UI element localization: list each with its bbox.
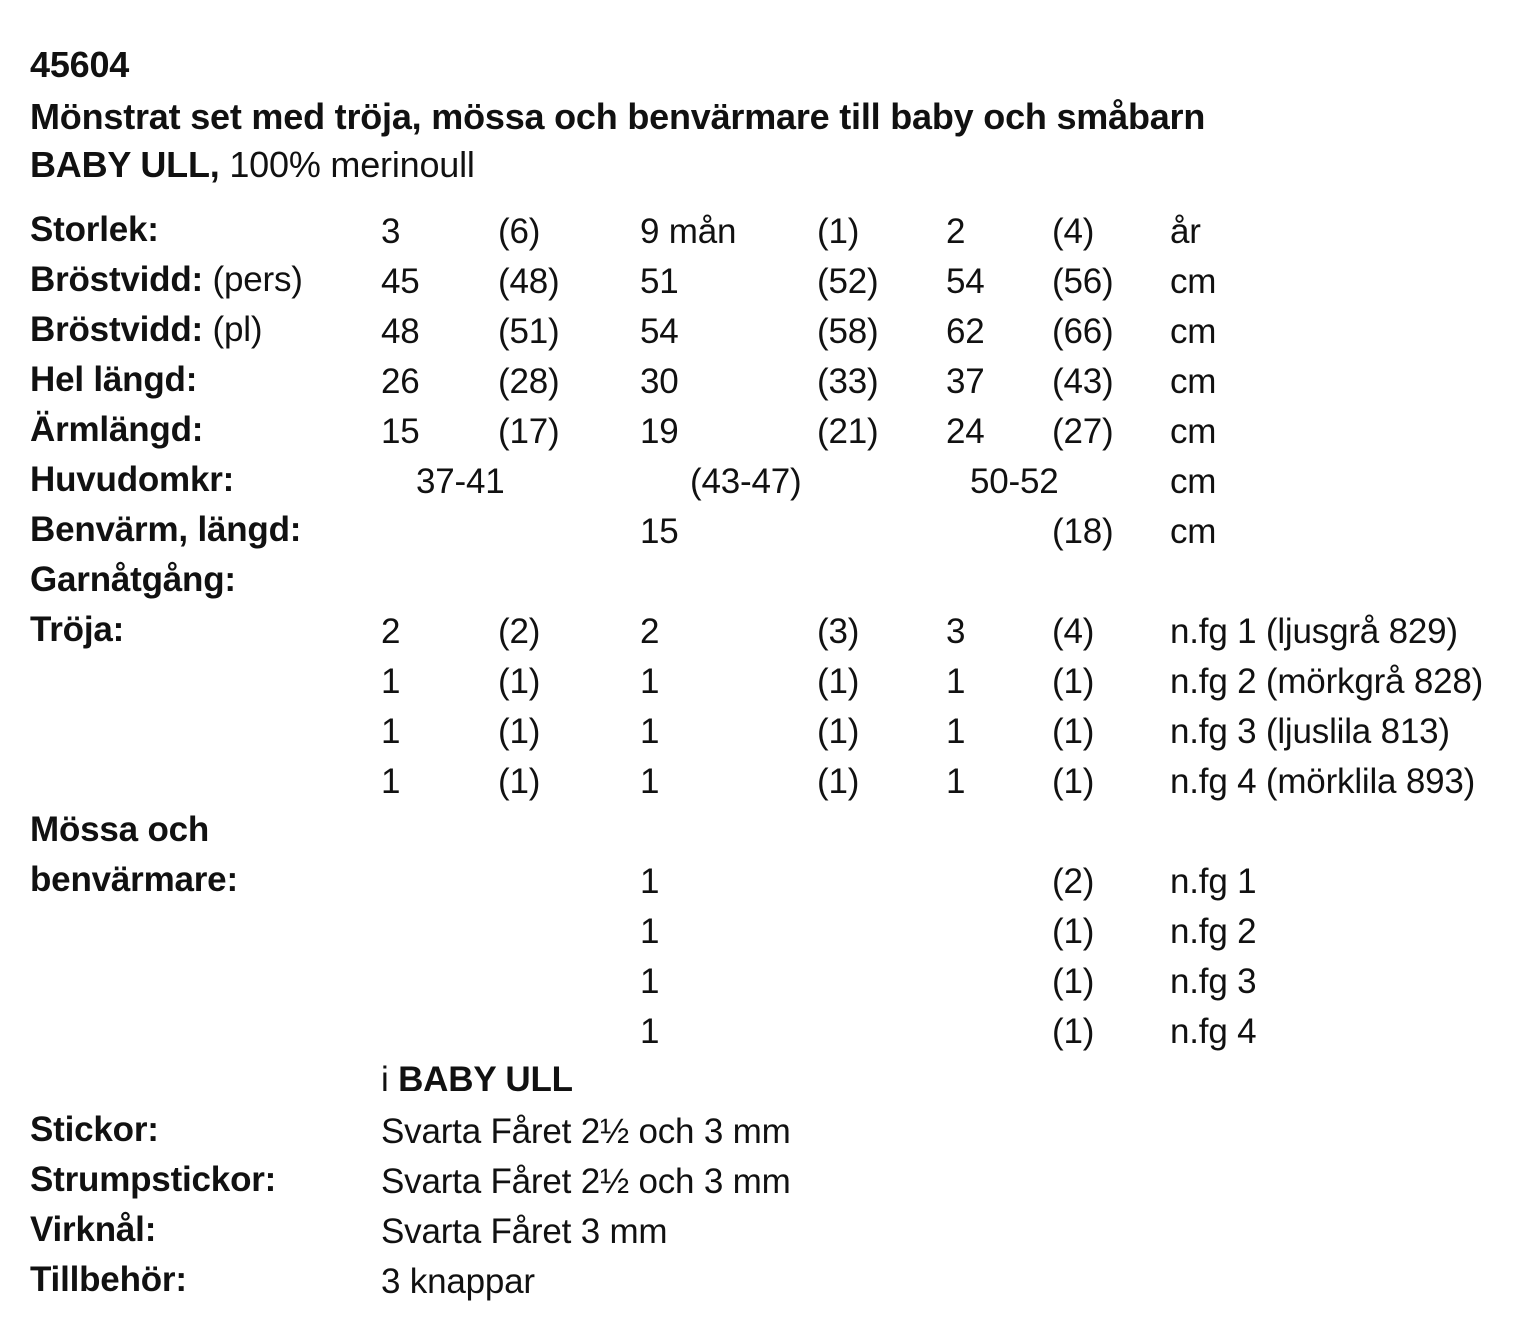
skein-count: (4) (1052, 612, 1095, 651)
yarn-description: 100% merinoull (219, 144, 475, 185)
pattern-title: Mönstrat set med tröja, mössa och benvärmare till baby och småbarn (30, 96, 1206, 137)
skein-count: (1) (817, 762, 860, 801)
measure-value: 51 (640, 262, 679, 301)
measure-value: 15 (640, 512, 679, 551)
skein-count: 1 (640, 862, 660, 901)
size-unit: år (1170, 212, 1201, 251)
measure-value: (28) (498, 362, 560, 401)
measure-unit: cm (1170, 312, 1217, 351)
skein-count: 1 (640, 712, 660, 751)
measure-unit: cm (1170, 412, 1217, 451)
yarn-color: n.fg 2 (1170, 912, 1257, 951)
skein-count: 1 (640, 912, 660, 951)
skein-count: 1 (640, 662, 660, 701)
measure-value: (27) (1052, 412, 1114, 451)
skein-count: 1 (946, 662, 966, 701)
skein-count: (1) (1052, 912, 1095, 951)
skein-count: (1) (1052, 762, 1095, 801)
skein-count: (1) (1052, 962, 1095, 1001)
row-label-brostvidd-pl (30, 308, 262, 352)
measure-value: 37 (946, 362, 985, 401)
measure-value: (48) (498, 262, 560, 301)
row-label-sub: (pers) (203, 260, 303, 299)
yarn-name: BABY ULL, (30, 144, 220, 185)
row-label-huvudomkr: Huvudomkr: (30, 460, 235, 499)
yarn-color: n.fg 1 (1170, 862, 1257, 901)
in-yarn-name: BABY ULL (398, 1060, 573, 1099)
yarn-color: n.fg 4 (mörklila 893) (1170, 762, 1476, 801)
measure-value: (58) (817, 312, 879, 351)
row-label-main: Bröstvidd: (30, 310, 204, 349)
pattern-number: 45604 (30, 44, 130, 85)
size-value: (4) (1052, 212, 1095, 251)
skein-count: (1) (817, 662, 860, 701)
skein-count: (3) (817, 612, 860, 651)
measure-value: 50-52 (970, 462, 1059, 501)
skein-count: 1 (381, 712, 401, 751)
measure-value: (18) (1052, 512, 1114, 551)
tool-value-strumpstickor: Svarta Fåret 2½ och 3 mm (381, 1162, 791, 1201)
skein-count: (2) (498, 612, 541, 651)
tool-value-tillbehor: 3 knappar (381, 1262, 535, 1301)
skein-count: (1) (1052, 1012, 1095, 1051)
measure-value: 62 (946, 312, 985, 351)
measure-value: 37-41 (416, 462, 505, 501)
skein-count: 2 (381, 612, 401, 651)
skein-count: 1 (381, 762, 401, 801)
yarn-line (30, 142, 475, 188)
tool-value-virknal: Svarta Fåret 3 mm (381, 1212, 668, 1251)
size-value: 2 (946, 212, 966, 251)
skein-count: 1 (640, 1012, 660, 1051)
measure-value: 15 (381, 412, 420, 451)
measure-value: (52) (817, 262, 879, 301)
row-label-brostvidd-pers (30, 258, 303, 302)
measure-value: (43) (1052, 362, 1114, 401)
skein-count: (1) (1052, 662, 1095, 701)
measure-unit: cm (1170, 362, 1217, 401)
yarn-color: n.fg 1 (ljusgrå 829) (1170, 612, 1458, 651)
yarn-color: n.fg 4 (1170, 1012, 1257, 1051)
measure-value: 30 (640, 362, 679, 401)
measure-value: 54 (946, 262, 985, 301)
skein-count: 1 (640, 962, 660, 1001)
skein-count: 2 (640, 612, 660, 651)
skein-count: 1 (381, 662, 401, 701)
row-label-hel-langd: Hel längd: (30, 360, 198, 399)
row-label-armlangd: Ärmlängd: (30, 410, 204, 449)
section-label-yarn-usage: Garnåtgång: (30, 560, 236, 599)
measure-value: (43-47) (690, 462, 802, 501)
size-value: (1) (817, 212, 860, 251)
row-label-sub: (pl) (203, 310, 263, 349)
measure-value: 45 (381, 262, 420, 301)
skein-count: (1) (498, 762, 541, 801)
measure-unit: cm (1170, 512, 1217, 551)
skein-count: (2) (1052, 862, 1095, 901)
measure-value: 19 (640, 412, 679, 451)
measure-value: 48 (381, 312, 420, 351)
tool-value-stickor: Svarta Fåret 2½ och 3 mm (381, 1112, 791, 1151)
measure-unit: cm (1170, 462, 1217, 501)
measure-value: (56) (1052, 262, 1114, 301)
measure-value: (33) (817, 362, 879, 401)
row-label-mossa-line2: benvärmare: (30, 860, 238, 899)
size-value: 9 mån (640, 212, 737, 251)
tool-label-virknal: Virknål: (30, 1210, 157, 1249)
in-yarn-note (381, 1058, 573, 1102)
row-label-troja: Tröja: (30, 610, 125, 649)
measure-value: 26 (381, 362, 420, 401)
in-yarn-prefix: i (381, 1060, 399, 1099)
measure-value: (21) (817, 412, 879, 451)
tool-label-tillbehor: Tillbehör: (30, 1260, 187, 1299)
tool-label-strumpstickor: Strumpstickor: (30, 1160, 277, 1199)
skein-count: 1 (946, 762, 966, 801)
measure-value: (17) (498, 412, 560, 451)
skein-count: 1 (640, 762, 660, 801)
measure-value: (51) (498, 312, 560, 351)
size-value: (6) (498, 212, 541, 251)
skein-count: (1) (498, 662, 541, 701)
measure-value: 54 (640, 312, 679, 351)
measure-value: 24 (946, 412, 985, 451)
tool-label-stickor: Stickor: (30, 1110, 159, 1149)
skein-count: (1) (1052, 712, 1095, 751)
row-label-storlek: Storlek: (30, 210, 159, 249)
row-label-main: Bröstvidd: (30, 260, 204, 299)
size-value: 3 (381, 212, 401, 251)
skein-count: (1) (817, 712, 860, 751)
row-label-mossa-line1: Mössa och (30, 810, 210, 849)
skein-count: 3 (946, 612, 966, 651)
yarn-color: n.fg 3 (ljuslila 813) (1170, 712, 1450, 751)
skein-count: (1) (498, 712, 541, 751)
row-label-benvarm: Benvärm, längd: (30, 510, 302, 549)
measure-unit: cm (1170, 262, 1217, 301)
measure-value: (66) (1052, 312, 1114, 351)
yarn-color: n.fg 2 (mörkgrå 828) (1170, 662, 1484, 701)
yarn-color: n.fg 3 (1170, 962, 1257, 1001)
skein-count: 1 (946, 712, 966, 751)
